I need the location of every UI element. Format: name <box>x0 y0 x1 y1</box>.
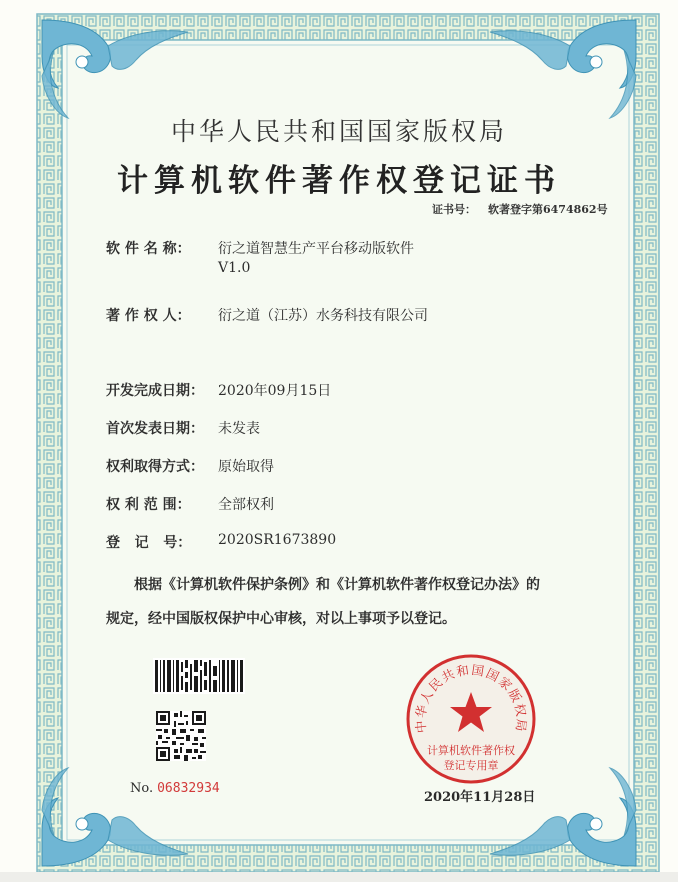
field-first-publication-date <box>106 418 260 438</box>
certificate-title: 计算机软件著作权登记证书 <box>117 163 561 199</box>
corner-ornament-bottom-left <box>38 760 198 870</box>
field-value: 2020SR1673890 <box>218 532 337 548</box>
field-label: 开发完成日期： <box>106 383 204 399</box>
field-rights-scope <box>106 494 274 514</box>
field-acquisition-method <box>106 456 274 476</box>
issuer-title: 中华人民共和国国家版权局 <box>170 117 507 146</box>
seal-line-2: 登记专用章 <box>443 759 499 772</box>
svg-text:中华人民共和国国家版权局: 中华人民共和国国家版权局 <box>412 662 530 734</box>
statement-line-2: 规定，经中国版权保护中心审核，对以上事项予以登记。 <box>106 611 456 627</box>
field-value: 衍之道智慧生产平台移动版软件 <box>218 241 414 257</box>
issue-date: 2020年11月28日 <box>424 790 536 805</box>
field-value: 未发表 <box>218 421 260 437</box>
statement-line-1: 根据《计算机软件保护条例》和《计算机软件著作权登记办法》的 <box>134 577 540 593</box>
field-value-version: V1.0 <box>218 260 251 276</box>
certificate-number <box>432 201 608 217</box>
field-registration-number <box>106 532 336 552</box>
field-label: 软 件 名 称： <box>106 241 191 257</box>
certificate-number-value: 软著登字第6474862号 <box>488 203 608 216</box>
barcode <box>153 658 245 694</box>
serial-label: No. <box>130 781 154 796</box>
corner-ornament-top-right <box>480 16 640 126</box>
qr-code <box>156 711 206 761</box>
field-label: 登 记 号： <box>106 535 192 551</box>
seal-line-1: 计算机软件著作权 <box>427 744 515 757</box>
scan-bottom-strip <box>0 872 678 882</box>
certificate-number-label: 证书号： <box>432 203 476 216</box>
field-value: 衍之道（江苏）水务科技有限公司 <box>218 308 428 324</box>
serial-value: 06832934 <box>157 781 220 796</box>
field-label: 权 利 范 围： <box>106 497 191 513</box>
field-value: 全部权利 <box>218 497 274 513</box>
field-label: 著 作 权 人： <box>106 308 191 324</box>
field-value: 原始取得 <box>218 459 274 475</box>
field-value: 2020年09月15日 <box>218 383 332 399</box>
field-completion-date <box>106 380 331 400</box>
field-label: 首次发表日期： <box>106 421 204 437</box>
field-software-name <box>106 238 414 276</box>
registration-statement <box>106 568 606 636</box>
field-copyright-owner <box>106 305 428 325</box>
corner-ornament-top-left <box>38 16 198 126</box>
field-label: 权利取得方式： <box>106 459 204 475</box>
serial-number <box>130 781 220 796</box>
